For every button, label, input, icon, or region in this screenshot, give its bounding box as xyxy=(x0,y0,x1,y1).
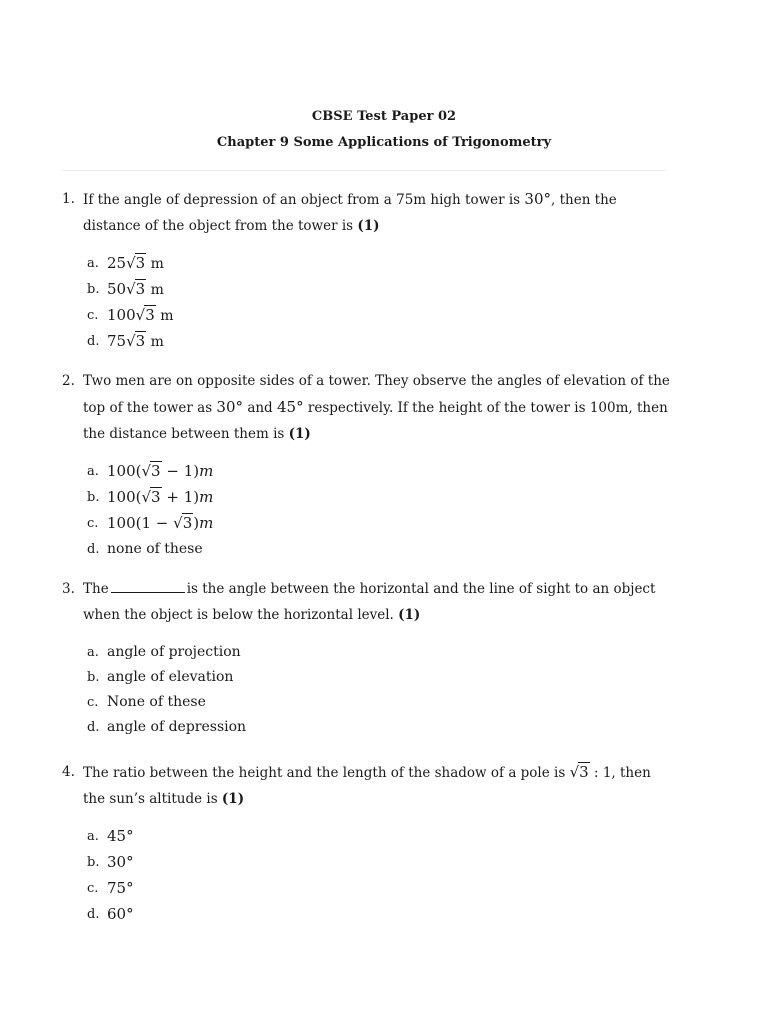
option-c xyxy=(87,511,672,537)
angle-value: 30° xyxy=(107,853,134,871)
fill-in-blank xyxy=(111,579,185,593)
option-text: angle of elevation xyxy=(107,669,234,685)
expression-suffix: ) xyxy=(193,514,200,532)
question-number: 3. xyxy=(62,581,75,597)
option-b xyxy=(87,277,672,303)
option-text: None of these xyxy=(107,694,206,710)
radicand: 3 xyxy=(145,306,155,324)
option-letter: c. xyxy=(87,695,99,710)
angle-value: 60° xyxy=(107,905,134,923)
stem-text: , then the distance of the object from the tower is xyxy=(83,192,617,234)
paper-title: CBSE Test Paper 02 xyxy=(311,109,457,124)
angle-value: 45° xyxy=(107,827,134,845)
angle-value: 30° xyxy=(524,190,551,208)
radicand: 3 xyxy=(151,462,161,480)
sqrt-expression: √3 xyxy=(141,488,161,506)
option-letter: c. xyxy=(87,881,99,896)
expression-prefix: 100( xyxy=(107,462,142,480)
option-letter: b. xyxy=(87,282,100,297)
option-coefficient: 50 xyxy=(107,280,127,298)
option-letter: a. xyxy=(87,464,99,479)
question-2 xyxy=(62,368,672,562)
option-letter: b. xyxy=(87,855,100,870)
radicand: 3 xyxy=(151,488,161,506)
options-list xyxy=(87,459,672,562)
expression-prefix: 100( xyxy=(107,488,142,506)
chapter-title: Chapter 9 Some Applications of Trigonometry xyxy=(216,135,552,150)
option-letter: d. xyxy=(87,542,100,557)
question-number: 2. xyxy=(62,373,75,389)
question-4 xyxy=(62,759,672,928)
option-letter: a. xyxy=(87,829,99,844)
option-text: angle of depression xyxy=(107,719,247,735)
option-text: angle of projection xyxy=(107,644,241,660)
option-letter: b. xyxy=(87,490,100,505)
marks-label: (1) xyxy=(357,218,380,234)
option-letter: c. xyxy=(87,308,99,323)
sqrt-expression: √3 xyxy=(569,763,589,781)
paper-header xyxy=(0,107,768,153)
sqrt-expression: √3 xyxy=(141,462,161,480)
sqrt-expression: √3 xyxy=(126,332,146,350)
option-letter: a. xyxy=(87,645,99,660)
option-unit: m xyxy=(146,334,164,350)
radicand: 3 xyxy=(135,254,146,272)
radicand: 3 xyxy=(182,514,193,532)
marks-label: (1) xyxy=(398,607,421,623)
header-divider xyxy=(62,170,666,171)
angle-value: 45° xyxy=(277,398,304,416)
option-letter: d. xyxy=(87,720,100,735)
angle-value: 30° xyxy=(216,398,244,416)
option-b xyxy=(87,485,672,511)
stem-text: respectively. If the height of the tower is 100m, then the distance between them is xyxy=(83,400,668,442)
option-d xyxy=(87,329,672,355)
option-c xyxy=(87,690,672,715)
option-c xyxy=(87,876,672,902)
radicand: 3 xyxy=(135,332,146,350)
question-stem xyxy=(83,186,672,239)
stem-text: and xyxy=(247,400,273,416)
option-letter: d. xyxy=(87,907,100,922)
option-unit: m xyxy=(146,256,164,272)
option-d xyxy=(87,902,672,928)
option-a xyxy=(87,640,672,665)
stem-text: The xyxy=(83,581,109,597)
options-list xyxy=(87,824,672,928)
option-coefficient: 100 xyxy=(107,306,136,324)
stem-text: Two men are on opposite sides of a tower. They observe the angles of elevation of the top of the tower as xyxy=(83,373,670,416)
question-1 xyxy=(62,186,672,355)
sqrt-expression: √3 xyxy=(126,280,146,298)
sqrt-expression: √3 xyxy=(173,514,193,532)
option-b xyxy=(87,665,672,690)
question-number: 1. xyxy=(62,191,75,207)
option-letter: c. xyxy=(87,516,99,531)
expression-variable: m xyxy=(199,488,214,506)
question-stem xyxy=(83,576,672,628)
option-a xyxy=(87,251,672,277)
expression-prefix: 100(1 − xyxy=(107,514,174,532)
option-d xyxy=(87,537,672,562)
radicand: 3 xyxy=(135,280,146,298)
option-d xyxy=(87,715,672,740)
option-letter: d. xyxy=(87,334,100,349)
option-coefficient: 25 xyxy=(107,254,127,272)
option-unit: m xyxy=(146,282,164,298)
question-stem xyxy=(83,368,672,447)
option-unit: m xyxy=(155,308,174,324)
radicand: 3 xyxy=(579,763,589,781)
stem-text: If the angle of depression of an object from a 75m high tower is xyxy=(83,192,521,208)
marks-label: (1) xyxy=(288,426,311,442)
stem-text: The ratio between the height and the length of the shadow of a pole is xyxy=(83,765,566,781)
expression-variable: m xyxy=(199,462,214,480)
option-coefficient: 75 xyxy=(107,332,127,350)
stem-text: : 1, then the sun’s altitude is xyxy=(83,765,651,807)
expression-suffix: − 1) xyxy=(161,462,200,480)
option-a xyxy=(87,824,672,850)
sqrt-expression: √3 xyxy=(126,254,146,272)
option-c xyxy=(87,303,672,329)
sqrt-expression: √3 xyxy=(135,306,155,324)
marks-label: (1) xyxy=(221,791,245,807)
option-letter: a. xyxy=(87,256,99,271)
option-b xyxy=(87,850,672,876)
option-letter: b. xyxy=(87,670,100,685)
question-3 xyxy=(62,576,672,740)
options-list xyxy=(87,640,672,740)
question-stem xyxy=(83,759,672,812)
option-a xyxy=(87,459,672,485)
angle-value: 75° xyxy=(107,879,134,897)
options-list xyxy=(87,251,672,355)
option-text: none of these xyxy=(107,541,203,557)
question-number: 4. xyxy=(62,764,75,780)
expression-variable: m xyxy=(199,514,214,532)
stem-text: is the angle between the horizontal and the line of sight to an object when the object is below the horizontal level. xyxy=(83,581,656,623)
expression-suffix: + 1) xyxy=(161,488,200,506)
